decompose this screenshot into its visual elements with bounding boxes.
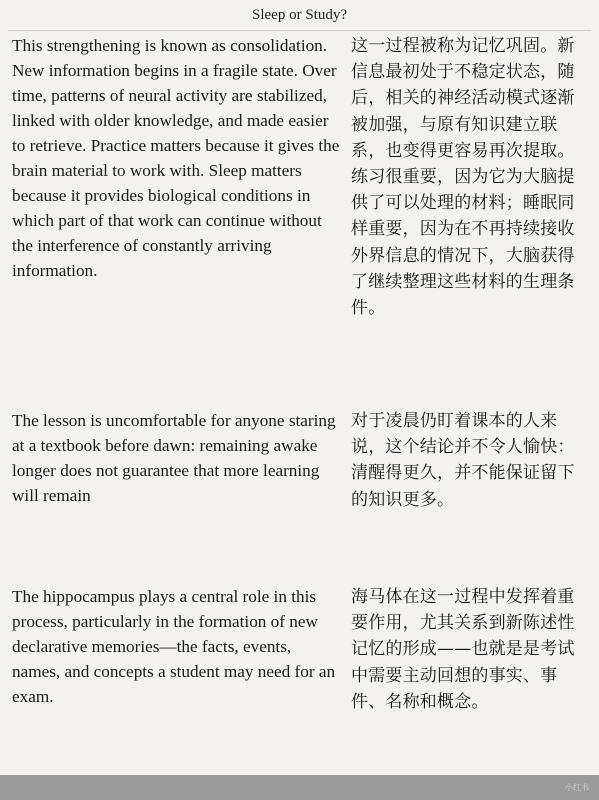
paragraph-chinese: 海马体在这一过程中发挥着重要作用，尤其关系到新陈述性记忆的形成——也就是是考试中需要主动回想的事实、事件、名称和概念。: [351, 587, 575, 712]
paragraph-chinese: 这一过程被称为记忆巩固。新信息最初处于不稳定状态，随后，相关的神经活动模式逐渐被加强，与原有知识建立联系，也变得更容易再次提取。练习很重要，因为它为大脑提供了可以处理的材料；睡眠同样重要，因为在不再持续接收外界信息的情况下，大脑获得了继续整理这些材料的生理条件。: [351, 36, 575, 319]
paragraph-chinese: 对于凌晨仍盯着课本的人来说，这个结论并不令人愉快：清醒得更久，并不能保证留下的知识更多。: [351, 411, 575, 510]
paragraph-english: The lesson is uncomfortable for anyone staring at a textbook before dawn: remaining awake longer does not guarantee that more learning will remain: [12, 411, 336, 505]
paragraph-english: This strengthening is known as consolidation. New information begins in a fragile state. Over time, patterns of neural activity are stabilized, linked with older knowledge, and made easier to retrieve. Practice matters because it gives the brain material to work with. Sleep matters because it provides biological conditions in which part of that work can continue without the interference of constantly arriving information.: [12, 36, 340, 280]
watermark-logo: 小红书: [565, 783, 589, 792]
paragraph-english: The hippocampus plays a central role in this process, particularly in the formation of new declarative memories—the facts, events, names, and concepts a student may need for an exam.: [12, 587, 336, 706]
header-divider: [8, 30, 591, 31]
page-title: Sleep or Study?: [252, 7, 347, 23]
footer-bar: [0, 775, 599, 800]
